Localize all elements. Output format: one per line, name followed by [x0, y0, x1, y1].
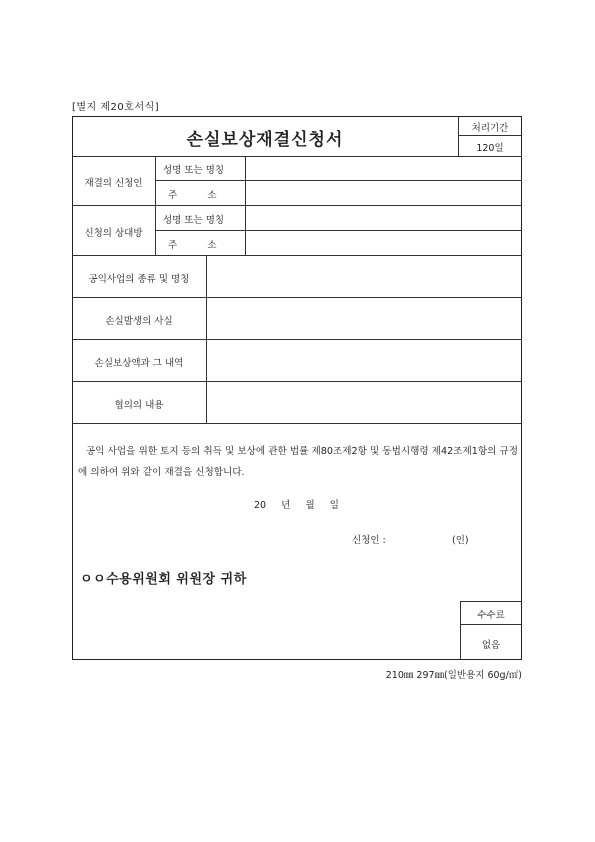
application-statement: 공익 사업을 위한 토지 등의 취득 및 보상에 관한 법률 제80조제2항 및 동법시행령 제42조제1항의 규정에 의하여 위와 같이 재결을 신청합니다.	[78, 446, 518, 478]
row-divider-1	[72, 297, 522, 298]
compensation-amount-label: 손실보상액과 그 내역	[94, 358, 184, 369]
applicant-signature-label: 신청인 :	[352, 535, 386, 546]
consultation-field[interactable]	[212, 390, 520, 416]
recipient: ㅇㅇ수용위원회 위원장 귀하	[80, 572, 247, 587]
counterparty-address-label: 주 소	[168, 240, 217, 251]
row-divider-3	[72, 381, 522, 382]
form-number-label: [별지 제20호서식]	[72, 102, 160, 113]
counterparty-name-label: 성명 또는 명칭	[163, 215, 225, 226]
applicant-divider	[72, 205, 522, 206]
applicant-group-label: 재결의 신청인	[84, 178, 143, 189]
loss-fact-field[interactable]	[212, 306, 520, 332]
applicant-row-divider	[155, 180, 522, 181]
processing-period-value: 120일	[476, 143, 504, 154]
party-label-column-line	[155, 156, 156, 255]
party-field-column-line	[245, 156, 246, 255]
processing-period-label: 처리기간	[471, 123, 509, 134]
fee-value: 없음	[481, 640, 501, 651]
row-divider-2	[72, 339, 522, 340]
paper-spec-footer: 210㎜ 297㎜(일반용지 60g/㎡)	[385, 670, 522, 681]
loss-fact-label: 손실발생의 사실	[105, 316, 173, 327]
applicant-name-label: 성명 또는 명칭	[163, 165, 225, 176]
project-type-field[interactable]	[212, 264, 520, 290]
processing-divider	[458, 135, 522, 136]
seal-mark: (인)	[452, 535, 469, 546]
applicant-address-label: 주 소	[168, 190, 217, 201]
applicant-address-field[interactable]	[250, 183, 520, 204]
fee-top-line	[460, 601, 522, 602]
fee-label: 수수료	[477, 610, 505, 621]
compensation-amount-field[interactable]	[212, 348, 520, 374]
fee-divider	[460, 624, 522, 625]
detail-column-line	[206, 255, 207, 423]
row-divider-4	[72, 423, 522, 424]
application-date: 20 년 월 일	[254, 500, 339, 511]
project-type-label: 공익사업의 종류 및 명칭	[88, 274, 190, 285]
consultation-label: 협의의 내용	[114, 400, 164, 411]
counterparty-divider	[72, 255, 522, 256]
counterparty-group-label: 신청의 상대방	[84, 228, 143, 239]
header-divider	[72, 156, 522, 157]
counterparty-address-field[interactable]	[250, 233, 520, 254]
form-title: 손실보상재결신청서	[186, 130, 344, 150]
applicant-name-field[interactable]	[250, 159, 520, 180]
counterparty-name-field[interactable]	[250, 208, 520, 229]
counterparty-row-divider	[155, 230, 522, 231]
